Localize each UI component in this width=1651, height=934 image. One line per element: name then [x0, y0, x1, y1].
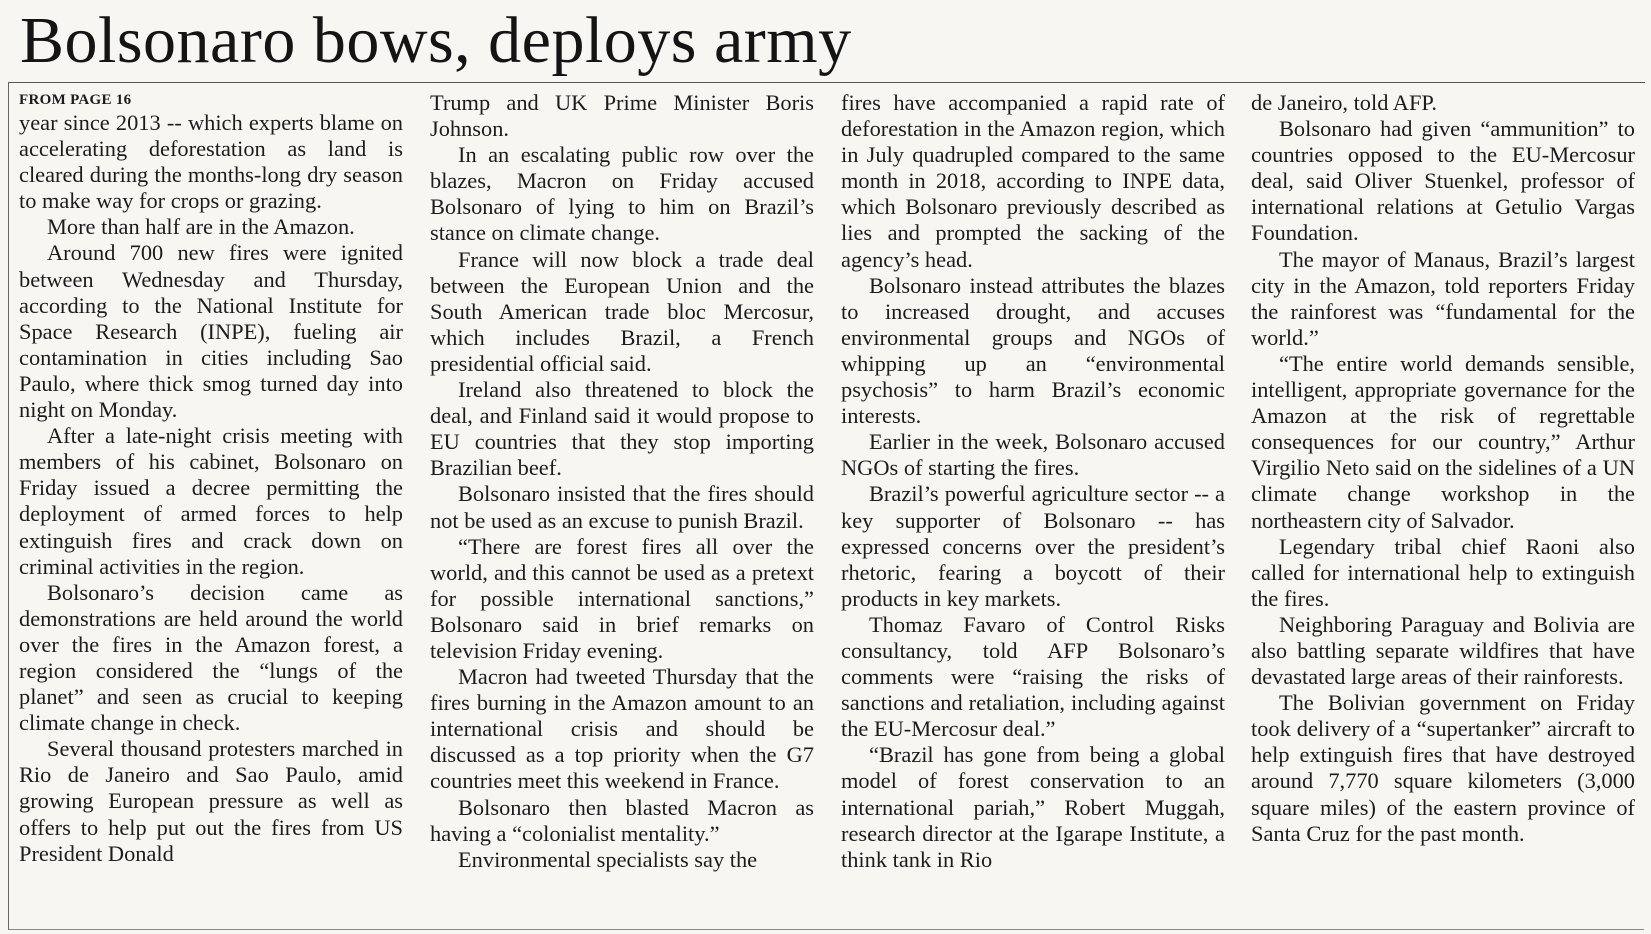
- paragraph: Legendary tribal chief Raoni also called for international help to extinguish the fires.: [1251, 533, 1635, 611]
- paragraph: fires have accompanied a rapid rate of deforestation in the Amazon region, which in July quadrupled compared to the same month in 2018, according to INPE data, which Bolsonaro previously described as lies and prompted the sacking of the agency’s head.: [841, 90, 1225, 272]
- paragraph: Brazil’s powerful agriculture sector -- a key supporter of Bolsonaro -- has expressed concerns over the president’s rhetoric, fearing a boycott of their products in key markets.: [841, 481, 1225, 611]
- paragraph: Bolsonaro then blasted Macron as having a “colonialist mentality.”: [430, 794, 814, 846]
- paragraph: Bolsonaro’s decision came as demonstrations are held around the world over the fires in the Amazon forest, a region considered the “lungs of the planet” and seen as crucial to keeping climate change in check.: [19, 579, 403, 736]
- paragraph: year since 2013 -- which experts blame on accelerating deforestation as land is cleared during the months-long dry season to make way for crops or grazing.: [19, 110, 403, 214]
- paragraph: Bolsonaro instead attributes the blazes to increased drought, and accuses environmental groups and NGOs of whipping up an “environmental psychosis” to harm Brazil’s economic interests.: [841, 272, 1225, 429]
- article-column-3: [841, 90, 1225, 926]
- paragraph: The Bolivian government on Friday took delivery of a “supertanker” aircraft to help extinguish fires that have destroyed around 7,770 square kilometers (3,000 square miles) of the eastern province of Santa Cruz for the past month.: [1251, 690, 1635, 846]
- paragraph: Macron had tweeted Thursday that the fires burning in the Amazon amount to an international crisis and should be discussed as a top priority when the G7 countries meet this weekend in France.: [430, 664, 814, 794]
- paragraph: More than half are in the Amazon.: [47, 214, 355, 240]
- paragraph: Neighboring Paraguay and Bolivia are also battling separate wildfires that have devastated large areas of their rainforests.: [1251, 611, 1635, 690]
- paragraph: “Brazil has gone from being a global model of forest conservation to an international pariah,” Robert Muggah, research director at the Igarape Institute, a think tank in Rio: [841, 742, 1225, 872]
- article-column-2: [430, 90, 814, 926]
- paragraph: Around 700 new fires were ignited between Wednesday and Thursday, according to the National Institute for Space Research (INPE), fueling air contamination in cities including Sao Paulo, where thick smog turned day into night on Monday.: [19, 240, 403, 423]
- paragraph: Ireland also threatened to block the deal, and Finland said it would propose to EU countries that they stop importing Brazilian beef.: [430, 377, 814, 481]
- paragraph: Thomaz Favaro of Control Risks consultancy, told AFP Bolsonaro’s comments were “raising the risks of sanctions and retaliation, including against the EU-Mercosur deal.”: [841, 611, 1225, 742]
- paragraph: de Janeiro, told AFP.: [1251, 90, 1437, 115]
- paragraph: The mayor of Manaus, Brazil’s largest city in the Amazon, told reporters Friday the rainforest was “fundamental for the world.”: [1251, 246, 1635, 350]
- dateline: FROM PAGE 16: [19, 92, 132, 108]
- paragraph: Earlier in the week, Bolsonaro accused NGOs of starting the fires.: [841, 429, 1225, 481]
- paragraph: Bolsonaro had given “ammunition” to countries opposed to the EU-Mercosur deal, said Oliver Stuenkel, professor of international relations at Getulio Vargas Foundation.: [1251, 116, 1635, 246]
- paragraph: “The entire world demands sensible, intelligent, appropriate governance for the Amazon at the risk of regrettable consequences for our country,” Arthur Virgilio Neto said on the sidelines of a UN climate change workshop in the northeastern city of Salvador.: [1251, 350, 1635, 533]
- paragraph: Environmental specialists say the: [458, 846, 758, 872]
- paragraph: France will now block a trade deal between the European Union and the South American trade bloc Mercosur, which includes Brazil, a French presidential official said.: [430, 246, 814, 376]
- article-column-4: [1251, 90, 1635, 926]
- paragraph: In an escalating public row over the blazes, Macron on Friday accused Bolsonaro of lying to him on Brazil’s stance on climate change.: [430, 142, 814, 246]
- paragraph: After a late-night crisis meeting with members of his cabinet, Bolsonaro on Friday issued a decree permitting the deployment of armed forces to help extinguish fires and crack down on criminal activities in the region.: [19, 423, 403, 579]
- article-column-1: [19, 90, 403, 926]
- paragraph: Trump and UK Prime Minister Boris Johnson.: [430, 90, 814, 142]
- paragraph: Several thousand protesters marched in Rio de Janeiro and Sao Paulo, amid growing European pressure as well as offers to help put out the fires from US President Donald: [19, 736, 403, 866]
- paragraph: Bolsonaro insisted that the fires should not be used as an excuse to punish Brazil.: [430, 481, 814, 533]
- paragraph: “There are forest fires all over the world, and this cannot be used as a pretext for possible international sanctions,” Bolsonaro said in brief remarks on television Friday evening.: [430, 533, 814, 663]
- headline: Bolsonaro bows, deploys army: [20, 4, 852, 77]
